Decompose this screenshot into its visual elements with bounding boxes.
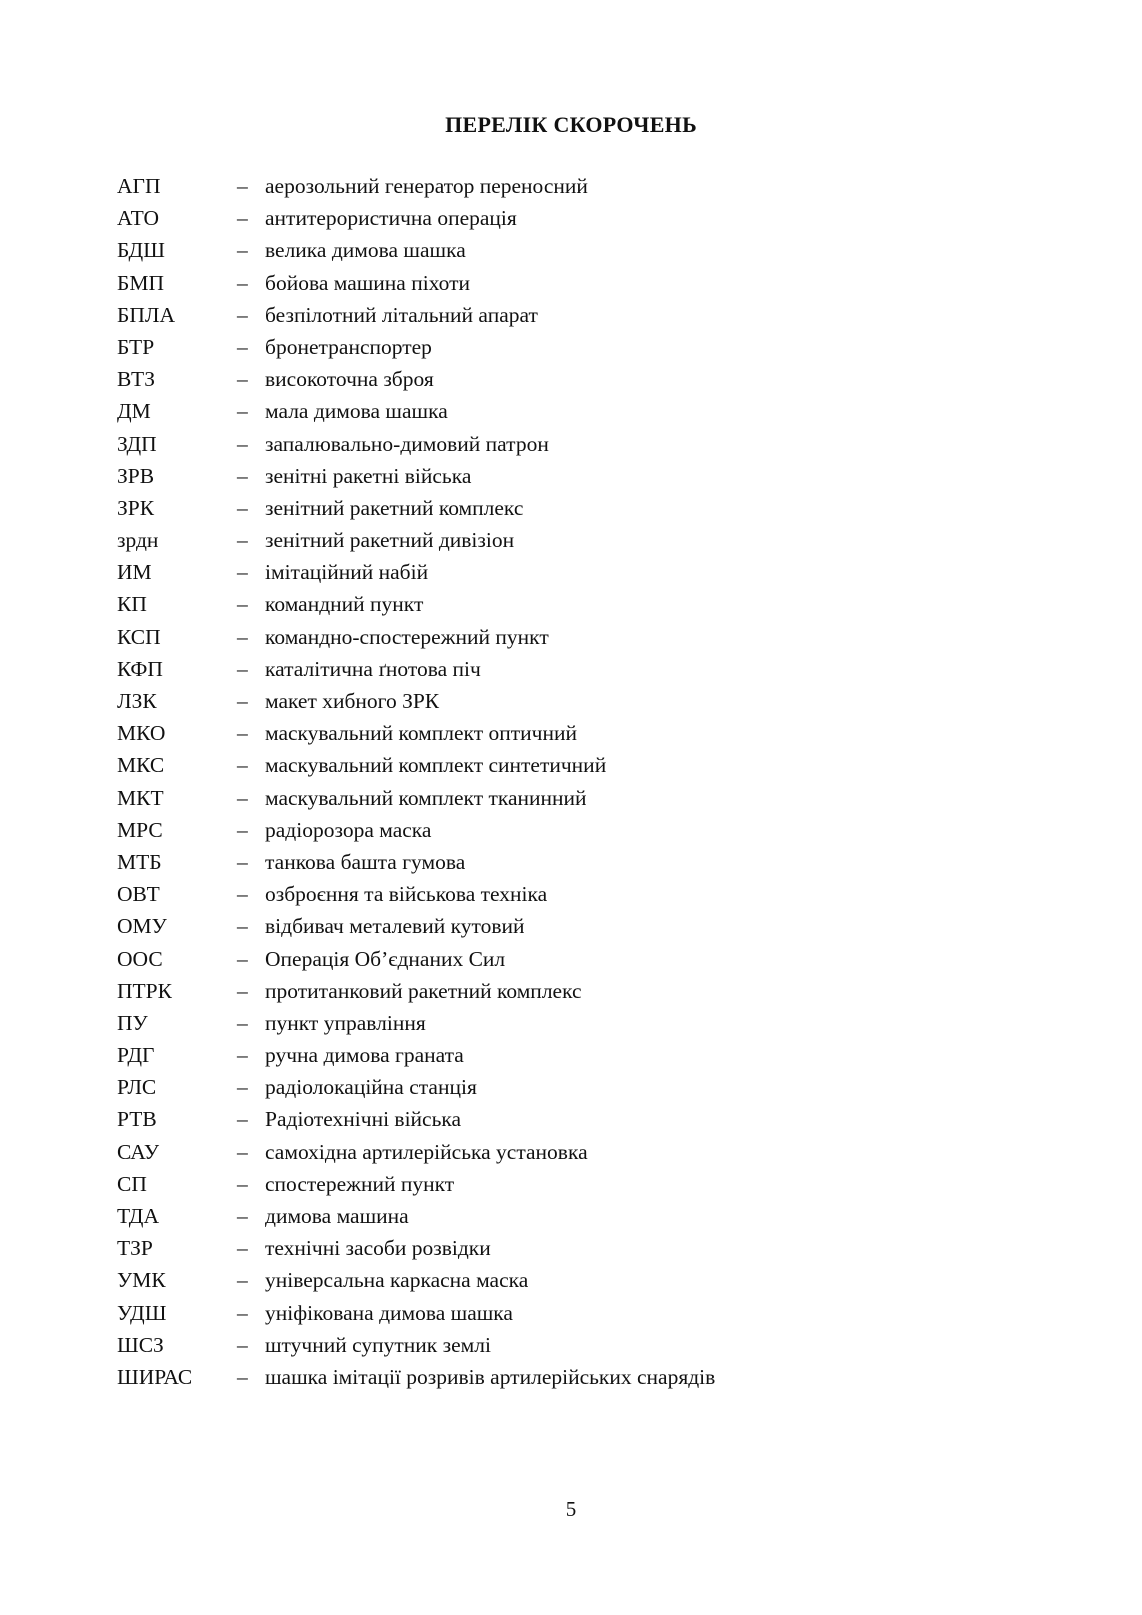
abbreviation-term: ВТЗ bbox=[117, 367, 155, 392]
abbreviation-term: ПУ bbox=[117, 1010, 148, 1035]
abbreviation-row bbox=[117, 621, 1047, 653]
abbreviation-term: РТВ bbox=[117, 1107, 157, 1132]
abbreviation-row bbox=[117, 428, 1047, 460]
abbreviation-definition: зенітний ракетний дивізіон bbox=[265, 528, 515, 553]
abbreviation-dash: – bbox=[237, 238, 248, 263]
abbreviation-row bbox=[117, 749, 1047, 781]
abbreviation-definition: спостережний пункт bbox=[265, 1171, 455, 1196]
abbreviation-definition: мала димова шашка bbox=[265, 399, 448, 424]
abbreviation-dash: – bbox=[237, 624, 248, 649]
abbreviation-row bbox=[117, 1361, 1047, 1393]
abbreviation-row bbox=[117, 331, 1047, 363]
abbreviation-definition: Операція Об’єднаних Сил bbox=[265, 946, 506, 971]
abbreviation-row bbox=[117, 524, 1047, 556]
abbreviation-definition: безпілотний літальний апарат bbox=[265, 302, 538, 327]
abbreviation-definition: Радіотехнічні війська bbox=[265, 1107, 462, 1132]
abbreviation-definition: озброєння та військова техніка bbox=[265, 882, 548, 907]
abbreviation-row bbox=[117, 363, 1047, 395]
abbreviation-definition: бойова машина піхоти bbox=[265, 270, 470, 295]
abbreviation-definition: радіорозора маска bbox=[265, 817, 432, 842]
abbreviation-term: БДШ bbox=[117, 238, 165, 263]
page-number: 5 bbox=[565, 1497, 577, 1521]
abbreviation-definition: бронетранспортер bbox=[265, 334, 432, 359]
abbreviation-definition: ручна димова граната bbox=[265, 1043, 464, 1068]
abbreviation-dash: – bbox=[237, 1268, 248, 1293]
abbreviation-dash: – bbox=[237, 817, 248, 842]
abbreviation-definition: універсальна каркасна маска bbox=[265, 1268, 529, 1293]
abbreviation-dash: – bbox=[237, 399, 248, 424]
abbreviation-dash: – bbox=[237, 1139, 248, 1164]
abbreviation-row bbox=[117, 782, 1047, 814]
page-title: ПЕРЕЛІК СКОРОЧЕНЬ bbox=[445, 112, 697, 137]
abbreviation-dash: – bbox=[237, 270, 248, 295]
abbreviation-dash: – bbox=[237, 528, 248, 553]
abbreviation-dash: – bbox=[237, 689, 248, 713]
abbreviation-row bbox=[117, 395, 1047, 427]
abbreviation-term: ООС bbox=[117, 946, 163, 971]
abbreviation-row bbox=[117, 685, 1047, 717]
abbreviation-definition: велика димова шашка bbox=[265, 238, 466, 263]
abbreviation-row bbox=[117, 299, 1047, 331]
abbreviation-dash: – bbox=[237, 656, 248, 681]
abbreviation-term: ШСЗ bbox=[117, 1332, 164, 1357]
abbreviation-term: БМП bbox=[117, 270, 164, 295]
abbreviation-term: ЗРК bbox=[117, 495, 155, 520]
abbreviation-term: ШИРАС bbox=[117, 1364, 193, 1389]
abbreviation-definition: протитанковий ракетний комплекс bbox=[265, 978, 582, 1003]
abbreviation-dash: – bbox=[237, 1010, 248, 1035]
abbreviation-definition: запалювально-димовий патрон bbox=[265, 431, 549, 456]
abbreviation-definition: пункт управління bbox=[265, 1010, 426, 1035]
abbreviation-row bbox=[117, 234, 1047, 266]
abbreviation-term: МКС bbox=[117, 753, 165, 778]
abbreviation-dash: – bbox=[237, 463, 248, 488]
abbreviation-dash: – bbox=[237, 978, 248, 1003]
abbreviation-row bbox=[117, 1039, 1047, 1071]
abbreviation-row bbox=[117, 814, 1047, 846]
abbreviation-row bbox=[117, 556, 1047, 588]
abbreviation-row bbox=[117, 653, 1047, 685]
abbreviation-definition: макет хибного ЗРК bbox=[265, 689, 440, 713]
abbreviation-dash: – bbox=[237, 334, 248, 359]
abbreviation-dash: – bbox=[237, 785, 248, 810]
abbreviation-dash: – bbox=[237, 560, 248, 585]
abbreviation-term: ОМУ bbox=[117, 914, 167, 939]
abbreviation-dash: – bbox=[237, 753, 248, 778]
abbreviation-term: АТО bbox=[117, 206, 160, 231]
abbreviation-term: АГП bbox=[117, 174, 161, 198]
abbreviation-term: МРС bbox=[117, 817, 163, 842]
abbreviation-definition: командний пункт bbox=[265, 592, 424, 617]
abbreviation-dash: – bbox=[237, 849, 248, 874]
abbreviation-definition: каталітична ґнотова піч bbox=[265, 656, 481, 681]
abbreviation-row bbox=[117, 1329, 1047, 1361]
abbreviation-definition: димова машина bbox=[265, 1204, 409, 1228]
abbreviation-row bbox=[117, 1071, 1047, 1103]
abbreviation-term: УДШ bbox=[117, 1300, 167, 1325]
abbreviation-dash: – bbox=[237, 1332, 248, 1357]
abbreviation-definition: уніфікована димова шашка bbox=[265, 1300, 513, 1325]
abbreviation-dash: – bbox=[237, 721, 248, 746]
abbreviation-term: БПЛА bbox=[117, 302, 175, 327]
abbreviation-dash: – bbox=[237, 1204, 248, 1228]
abbreviation-term: УМК bbox=[117, 1268, 166, 1293]
abbreviation-row bbox=[117, 1168, 1047, 1200]
abbreviation-term: ОВТ bbox=[117, 882, 160, 907]
abbreviation-term: БТР bbox=[117, 334, 155, 359]
abbreviation-definition: аерозольний генератор переносний bbox=[265, 174, 588, 198]
abbreviation-row bbox=[117, 943, 1047, 975]
abbreviation-definition: високоточна зброя bbox=[265, 367, 434, 392]
abbreviation-dash: – bbox=[237, 914, 248, 939]
abbreviation-definition: маскувальний комплект синтетичний bbox=[265, 753, 607, 778]
abbreviation-dash: – bbox=[237, 206, 248, 231]
abbreviation-dash: – bbox=[237, 495, 248, 520]
abbreviation-term: ЗРВ bbox=[117, 463, 155, 488]
abbreviation-definition: антитерористична операція bbox=[265, 206, 517, 231]
abbreviation-term: МКТ bbox=[117, 785, 164, 810]
abbreviation-dash: – bbox=[237, 174, 248, 198]
abbreviation-row bbox=[117, 717, 1047, 749]
abbreviation-dash: – bbox=[237, 1364, 248, 1389]
abbreviation-term: ИМ bbox=[117, 560, 152, 585]
abbreviation-list bbox=[117, 170, 1047, 1393]
abbreviation-term: КФП bbox=[117, 656, 163, 681]
abbreviation-term: РЛС bbox=[117, 1075, 157, 1100]
abbreviation-row bbox=[117, 1007, 1047, 1039]
abbreviation-dash: – bbox=[237, 1236, 248, 1261]
abbreviation-row bbox=[117, 1232, 1047, 1264]
abbreviation-row bbox=[117, 1136, 1047, 1168]
abbreviation-definition: шашка імітації розривів артилерійських снарядів bbox=[265, 1364, 716, 1389]
abbreviation-row bbox=[117, 202, 1047, 234]
abbreviation-dash: – bbox=[237, 302, 248, 327]
abbreviation-definition: зенітні ракетні війська bbox=[265, 463, 472, 488]
abbreviation-definition: танкова башта гумова bbox=[265, 849, 466, 874]
abbreviation-term: ПТРК bbox=[117, 978, 172, 1003]
abbreviation-row bbox=[117, 910, 1047, 942]
abbreviation-term: РДГ bbox=[117, 1043, 155, 1068]
abbreviation-term: КП bbox=[117, 592, 147, 617]
abbreviation-definition: маскувальний комплект оптичний bbox=[265, 721, 577, 746]
abbreviation-definition: маскувальний комплект тканинний bbox=[265, 785, 587, 810]
abbreviation-term: ТЗР bbox=[117, 1236, 153, 1261]
abbreviation-term: ДМ bbox=[117, 399, 151, 424]
abbreviation-definition: технічні засоби розвідки bbox=[265, 1236, 491, 1261]
abbreviation-term: ТДА bbox=[117, 1204, 159, 1228]
abbreviation-row bbox=[117, 267, 1047, 299]
abbreviation-dash: – bbox=[237, 592, 248, 617]
abbreviation-dash: – bbox=[237, 1300, 248, 1325]
abbreviation-dash: – bbox=[237, 367, 248, 392]
abbreviation-row bbox=[117, 1200, 1047, 1232]
abbreviation-row bbox=[117, 170, 1047, 202]
abbreviation-term: СП bbox=[117, 1171, 147, 1196]
abbreviation-term: МКО bbox=[117, 721, 166, 746]
abbreviation-row bbox=[117, 975, 1047, 1007]
abbreviation-row bbox=[117, 1297, 1047, 1329]
abbreviation-row bbox=[117, 460, 1047, 492]
abbreviation-dash: – bbox=[237, 882, 248, 907]
abbreviation-row bbox=[117, 588, 1047, 620]
abbreviation-dash: – bbox=[237, 1171, 248, 1196]
abbreviation-term: КСП bbox=[117, 624, 161, 649]
abbreviation-term: ЛЗК bbox=[117, 689, 157, 713]
abbreviation-term: САУ bbox=[117, 1139, 160, 1164]
abbreviation-dash: – bbox=[237, 1107, 248, 1132]
abbreviation-row bbox=[117, 1264, 1047, 1296]
abbreviation-definition: штучний супутник землі bbox=[265, 1332, 491, 1357]
abbreviation-term: МТБ bbox=[117, 849, 162, 874]
abbreviation-definition: імітаційний набій bbox=[265, 560, 429, 585]
abbreviation-dash: – bbox=[237, 1075, 248, 1100]
abbreviation-row bbox=[117, 878, 1047, 910]
abbreviation-term: ЗДП bbox=[117, 431, 157, 456]
abbreviation-definition: відбивач металевий кутовий bbox=[265, 914, 525, 939]
abbreviation-row bbox=[117, 492, 1047, 524]
abbreviation-definition: зенітний ракетний комплекс bbox=[265, 495, 524, 520]
abbreviation-term: зрдн bbox=[117, 528, 159, 553]
abbreviation-definition: командно-спостережний пункт bbox=[265, 624, 549, 649]
abbreviation-row bbox=[117, 846, 1047, 878]
abbreviation-dash: – bbox=[237, 946, 248, 971]
abbreviation-definition: радіолокаційна станція bbox=[265, 1075, 477, 1100]
abbreviation-row bbox=[117, 1103, 1047, 1135]
abbreviation-dash: – bbox=[237, 1043, 248, 1068]
abbreviation-dash: – bbox=[237, 431, 248, 456]
abbreviation-definition: самохідна артилерійська установка bbox=[265, 1139, 588, 1164]
